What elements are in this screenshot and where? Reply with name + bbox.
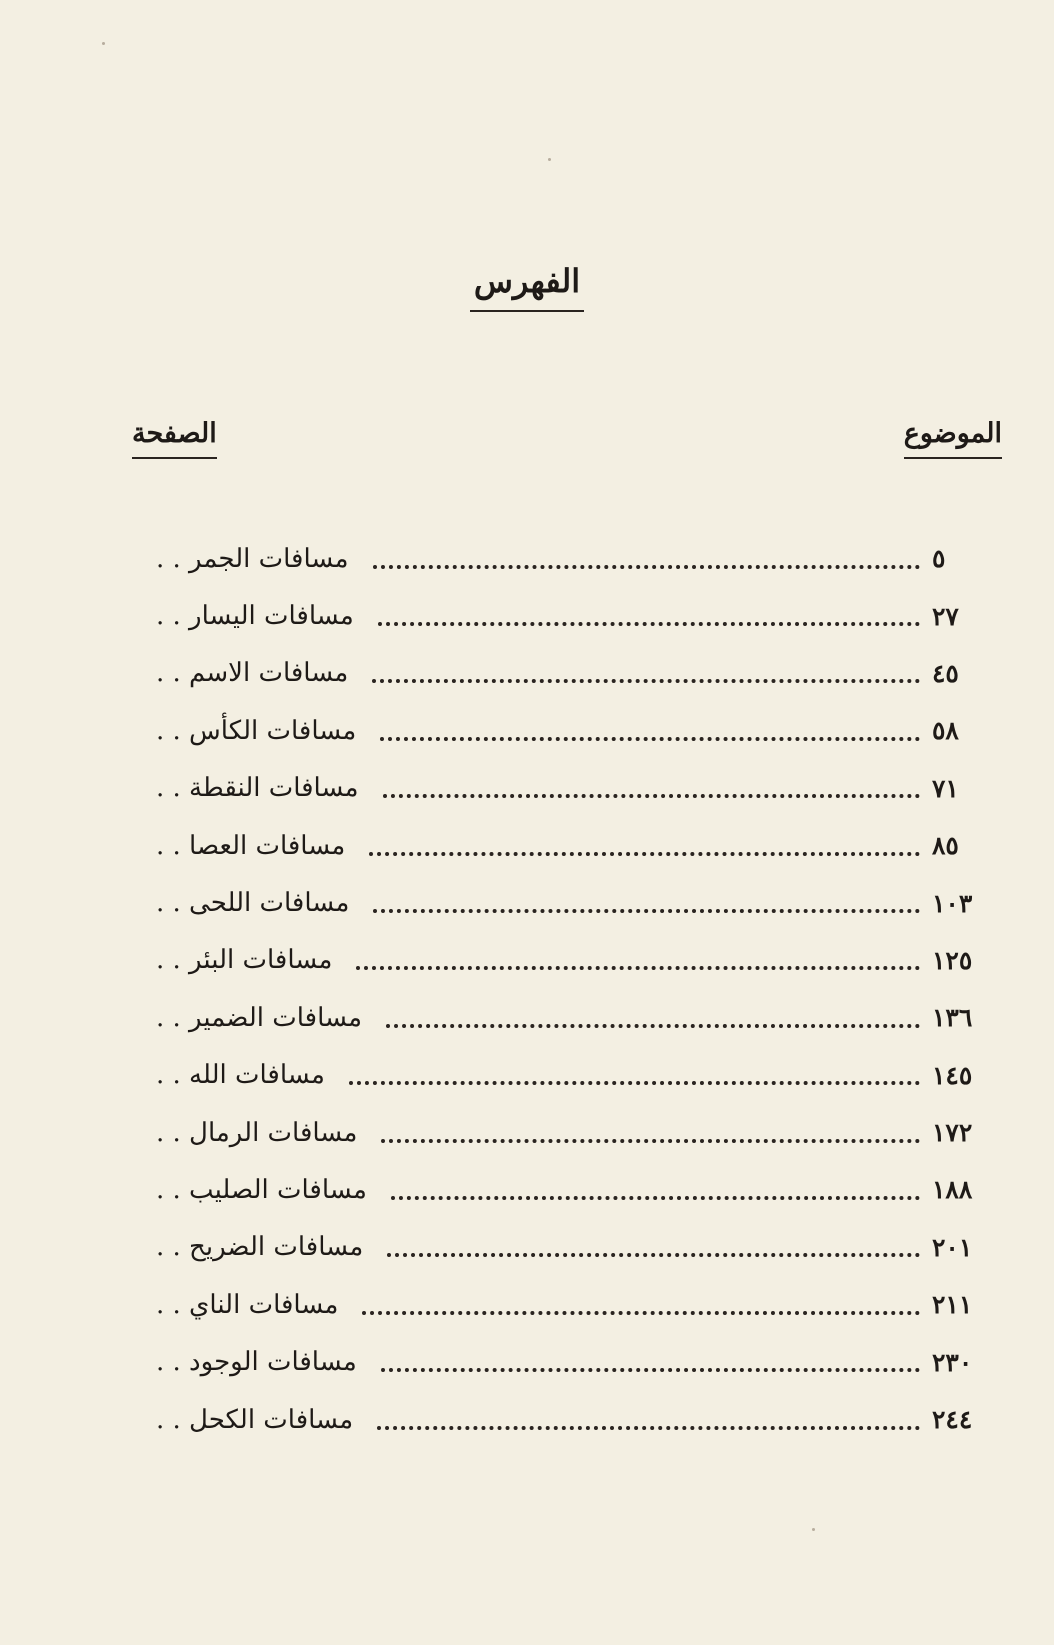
toc-entry-title: مسافات الكحل . .	[156, 1404, 354, 1435]
dot-leader	[377, 1426, 920, 1430]
dot-leader	[373, 909, 920, 913]
page-title-text: الفهرس	[470, 262, 584, 312]
toc-entry-page: ٧١	[932, 773, 959, 803]
toc-entry-title: مسافات البئر . .	[156, 945, 333, 976]
toc-entry-title: مسافات الرمال . .	[156, 1117, 358, 1148]
toc-entry-title: مسافات الضريح . .	[156, 1232, 364, 1263]
toc-row[interactable]	[150, 932, 1002, 989]
toc-entry-page: ١٨٨	[932, 1175, 973, 1205]
dot-leader	[381, 1368, 920, 1372]
toc-entry-title: مسافات الضمير . .	[156, 1002, 363, 1033]
toc-entry-title: مسافات الناي . .	[156, 1289, 339, 1320]
toc-row[interactable]	[150, 587, 1002, 644]
toc-entry-page: ٥	[932, 544, 946, 574]
toc-entry-page: ٤٥	[932, 658, 959, 688]
column-header-page: الصفحة	[132, 418, 217, 459]
page-title	[0, 262, 1054, 312]
toc-entry-title: مسافات النقطة . .	[156, 773, 359, 804]
toc-entry-title: مسافات الصليب . .	[156, 1174, 367, 1205]
toc-row[interactable]	[150, 874, 1002, 931]
dot-leader	[386, 1024, 920, 1028]
toc-entry-page: ٢١١	[932, 1290, 973, 1320]
toc-entry-page: ٢٠١	[932, 1232, 973, 1262]
toc-entry-title: مسافات الله . .	[156, 1060, 325, 1091]
toc-row[interactable]	[150, 989, 1002, 1046]
dot-leader	[383, 794, 920, 798]
toc-row[interactable]	[150, 1104, 1002, 1161]
toc-entry-page: ١٠٣	[932, 888, 973, 918]
dot-leader	[372, 679, 920, 683]
toc-entry-page: ١٤٥	[932, 1060, 973, 1090]
toc-row[interactable]	[150, 1219, 1002, 1276]
paper-speck	[812, 1528, 815, 1531]
dot-leader	[380, 737, 920, 741]
toc-entry-page: ٥٨	[932, 716, 959, 746]
dot-leader	[349, 1081, 920, 1085]
toc-row[interactable]	[150, 702, 1002, 759]
toc-entry-title: مسافات الوجود . .	[156, 1347, 357, 1378]
toc-entry-page: ١٣٦	[932, 1003, 973, 1033]
dot-leader	[387, 1253, 920, 1257]
toc-entry-page: ٨٥	[932, 831, 959, 861]
toc-entry-page: ٢٤٤	[932, 1405, 973, 1435]
toc-list	[150, 530, 1002, 1448]
toc-row[interactable]	[150, 1047, 1002, 1104]
toc-row[interactable]	[150, 1161, 1002, 1218]
dot-leader	[356, 966, 920, 970]
dot-leader	[362, 1311, 920, 1315]
toc-entry-title: مسافات الاسم . .	[156, 658, 349, 689]
toc-entry-title: مسافات اللحى . .	[156, 888, 350, 919]
toc-row[interactable]	[150, 530, 1002, 587]
toc-row[interactable]	[150, 817, 1002, 874]
dot-leader	[381, 1139, 920, 1143]
paper-speck	[548, 158, 551, 161]
dot-leader	[378, 622, 920, 626]
dot-leader	[369, 852, 920, 856]
toc-entry-title: مسافات العصا . .	[156, 830, 346, 861]
toc-row[interactable]	[150, 645, 1002, 702]
toc-row[interactable]	[150, 760, 1002, 817]
toc-row[interactable]	[150, 1391, 1002, 1448]
dot-leader	[373, 565, 921, 569]
toc-entry-title: مسافات الجمر . .	[156, 543, 349, 574]
toc-entry-page: ٢٧	[932, 601, 959, 631]
dot-leader	[391, 1196, 920, 1200]
toc-entry-page: ١٧٢	[932, 1118, 973, 1148]
toc-entry-title: مسافات اليسار . .	[156, 601, 354, 632]
toc-entry-title: مسافات الكأس . .	[156, 715, 357, 746]
toc-row[interactable]	[150, 1276, 1002, 1333]
paper-speck	[102, 42, 105, 45]
column-header-subject: الموضوع	[904, 418, 1002, 459]
toc-row[interactable]	[150, 1333, 1002, 1390]
toc-entry-page: ٢٣٠	[932, 1347, 973, 1377]
toc-entry-page: ١٢٥	[932, 945, 973, 975]
